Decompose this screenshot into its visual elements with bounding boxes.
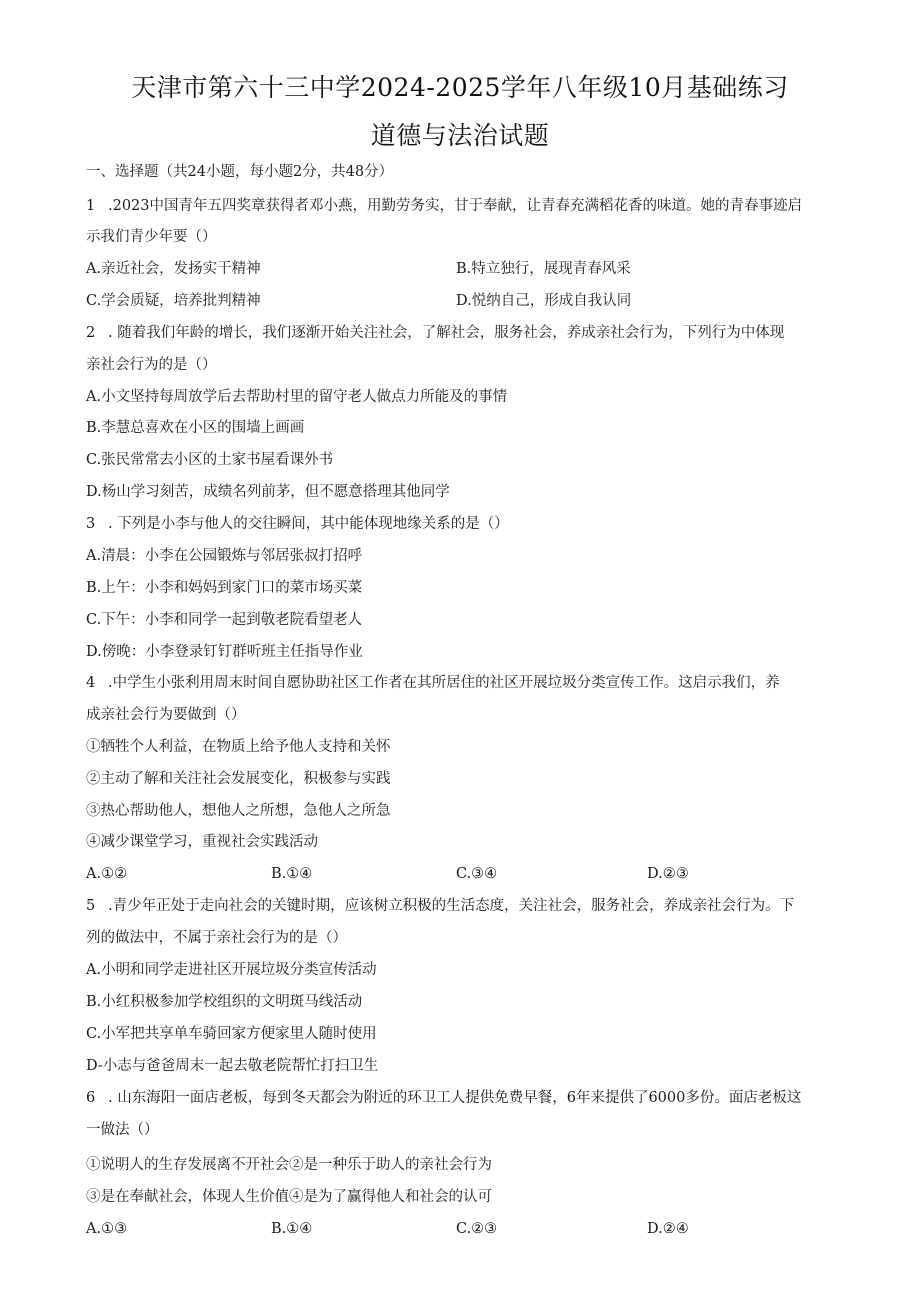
- question-stem-line: .中学生小张利用周末时间自愿协助社区工作者在其所居住的社区开展垃圾分类宣传工作。这启示我们，养: [108, 675, 780, 691]
- option-d: D.②④: [647, 1221, 689, 1237]
- question-stem-line: . 山东海阳一面店老板，每到冬天都会为附近的环卫工人提供免费早餐，6年来提供了6000多份。面店老板这: [108, 1090, 802, 1106]
- question-stem-line: . 随着我们年龄的增长，我们逐渐开始关注社会，了解社会，服务社会，养成亲社会行为，下列行为中体现: [108, 325, 785, 341]
- statement-item: ③是在奉献社会，体现人生价值④是为了赢得他人和社会的认可: [86, 1189, 492, 1205]
- question-5-stem: [86, 896, 846, 916]
- section-heading: 一、选择题（共24小题，每小题2分，共48分）: [86, 164, 394, 180]
- option-c: C.小军把共享单车骑回家方便家里人随时使用: [86, 1026, 377, 1042]
- option-b: B.李慧总喜欢在小区的围墙上画画: [86, 420, 305, 436]
- exam-title: 天津市第六十三中学2024-2025学年八年级10月基础练习: [131, 73, 789, 102]
- option-d: D.②③: [647, 866, 689, 882]
- option-b: B.上午：小李和妈妈到家门口的菜市场买菜: [86, 580, 363, 596]
- question-number: 2: [86, 325, 96, 341]
- question-number: 3: [86, 516, 96, 532]
- option-a: A.亲近社会，发扬实干精神: [86, 261, 261, 277]
- question-stem-line: . 下列是小李与他人的交往瞬间，其中能体现地缘关系的是（）: [108, 516, 509, 532]
- statement-item: ③热心帮助他人，想他人之所想，急他人之所急: [86, 803, 391, 819]
- option-b: B.特立独行，展现青春风采: [456, 261, 631, 277]
- statement-item: ①说明人的生存发展离不开社会②是一种乐于助人的亲社会行为: [86, 1157, 492, 1173]
- option-c: C.②③: [456, 1221, 498, 1237]
- question-stem-line: .2023中国青年五四奖章获得者邓小燕，用勤劳务实，甘于奉献，让青春充满稻花香的味道。她的青春事迹启: [108, 198, 803, 214]
- question-4-stem: [86, 673, 846, 693]
- option-a: A.清晨：小李在公园锻炼与邻居张叔打招呼: [86, 548, 363, 564]
- option-d: D.傍晚：小李登录钉钉群听班主任指导作业: [86, 644, 363, 660]
- question-stem-line: 列的做法中，不属于亲社会行为的是（）: [86, 930, 347, 946]
- question-6-stem: [86, 1088, 846, 1108]
- question-stem-line: 示我们青少年要（）: [86, 229, 217, 245]
- question-3-stem: [86, 514, 846, 534]
- question-number: 5: [86, 898, 96, 914]
- question-1-stem: [86, 196, 846, 216]
- question-number: 1: [86, 198, 96, 214]
- question-number: 6: [86, 1090, 96, 1106]
- option-a: A.①③: [86, 1221, 128, 1237]
- question-stem-line: .青少年正处于走向社会的关键时期，应该树立积极的生活态度，关注社会，服务社会，养成亲社会行为。下: [108, 898, 795, 914]
- option-a: A.①②: [86, 866, 128, 882]
- option-c: C.③④: [456, 866, 498, 882]
- option-c: C.张民常常去小区的土家书屋看课外书: [86, 452, 334, 468]
- question-stem-line: 成亲社会行为要做到（）: [86, 707, 246, 723]
- statement-item: ②主动了解和关注社会发展变化，积极参与实践: [86, 771, 391, 787]
- option-b: B.①④: [271, 866, 313, 882]
- exam-subtitle: 道德与法治试题: [370, 121, 550, 150]
- option-b: B.小红积极参加学校组织的文明斑马线活动: [86, 994, 363, 1010]
- statement-item: ④减少课堂学习，重视社会实践活动: [86, 834, 318, 850]
- question-number: 4: [86, 675, 96, 691]
- option-d: D-小志与爸爸周末一起去敬老院帮忙打扫卫生: [86, 1058, 379, 1074]
- question-stem-line: 一做法（）: [86, 1122, 159, 1138]
- option-a: A.小明和同学走进社区开展垃圾分类宣传活动: [86, 962, 377, 978]
- statement-item: ①牺牲个人利益，在物质上给予他人支持和关怀: [86, 739, 391, 755]
- option-c: C.下午：小李和同学一起到敬老院看望老人: [86, 612, 363, 628]
- question-stem-line: 亲社会行为的是（）: [86, 357, 217, 373]
- option-c: C.学会质疑，培养批判精神: [86, 293, 261, 309]
- option-a: A.小文坚持每周放学后去帮助村里的留守老人做点力所能及的事情: [86, 389, 508, 405]
- option-b: B.①④: [271, 1221, 313, 1237]
- option-d: D.悦纳自己，形成自我认同: [456, 293, 632, 309]
- question-2-stem: [86, 323, 846, 343]
- option-d: D.杨山学习刻苦，成绩名列前茅，但不愿意搭理其他同学: [86, 484, 450, 500]
